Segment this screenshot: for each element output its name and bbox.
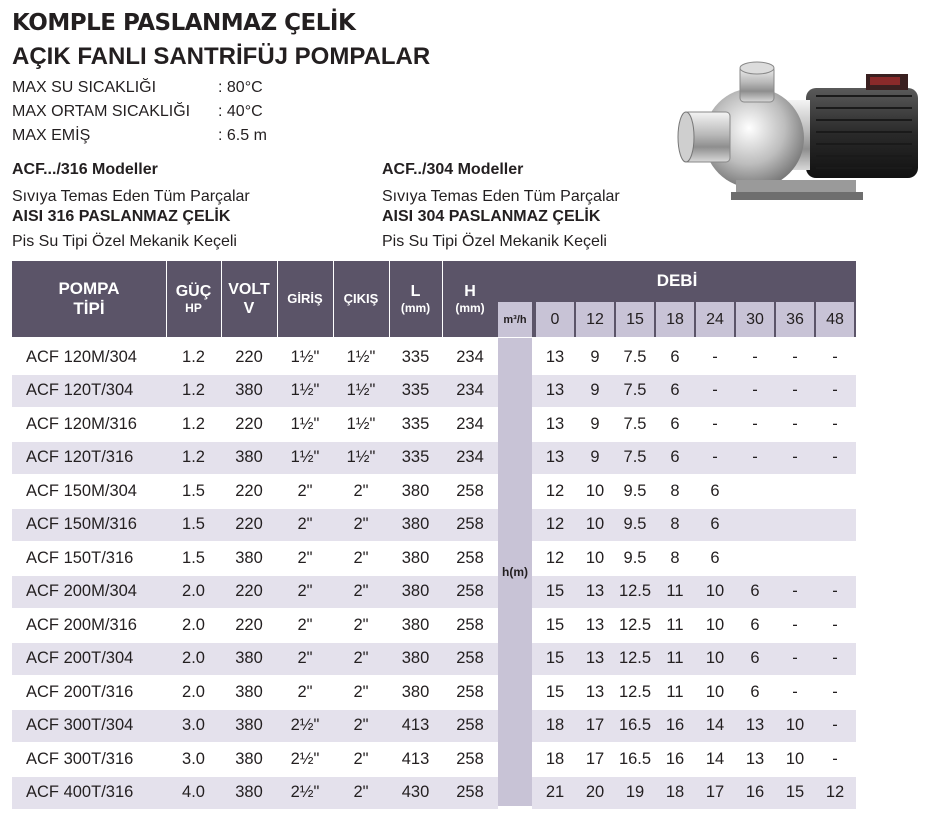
cell-giris: 1½" [290, 414, 320, 433]
table-row [12, 643, 856, 675]
cell-head-value: 9.5 [623, 515, 647, 533]
cell-l: 380 [401, 548, 430, 567]
flow-header: 30 [746, 310, 764, 328]
cell-guc: 1.2 [182, 414, 205, 433]
cell-h: 234 [456, 347, 484, 366]
cell-h: 258 [456, 749, 484, 768]
debi-title: DEBİ [656, 271, 698, 290]
cell-h: 234 [456, 381, 484, 399]
cell-cikis: 2" [353, 582, 369, 600]
cell-tip: ACF 120M/304 [26, 347, 137, 366]
cell-giris: 2" [297, 615, 313, 634]
cell-giris: 2" [297, 582, 313, 600]
cell-head-value [736, 542, 774, 574]
cell-head-value: 10 [705, 649, 725, 667]
cell-l: 335 [401, 448, 430, 466]
header-volt [221, 261, 277, 337]
cell-cikis: 2" [353, 749, 369, 768]
cell-head-value: - [752, 381, 758, 399]
cell-head-value: 12 [545, 481, 565, 500]
page-subtitle: AÇIK FANLI SANTRİFÜJ POMPALAR [12, 43, 431, 70]
cell-tip: ACF 150M/304 [26, 481, 137, 500]
cell-cikis: 1½" [346, 347, 376, 366]
cell-head-value: 10 [585, 515, 605, 533]
cell-head-value: 12.5 [618, 615, 652, 634]
model-seal-316: Pis Su Tipi Özel Mekanik Keçeli [12, 233, 237, 250]
cell-tip: ACF 400T/316 [26, 783, 134, 801]
cell-giris: 1½" [290, 381, 320, 399]
cell-head-value: - [712, 414, 718, 433]
cell-h: 258 [456, 481, 484, 500]
header-volt-line1: VOLT [228, 280, 270, 298]
cell-head-value [776, 542, 814, 574]
cell-head-value: - [832, 682, 838, 701]
cell-h: 234 [456, 414, 484, 433]
cell-cikis: 2" [353, 548, 369, 567]
header-pompa-line2: TİPİ [73, 299, 105, 318]
cell-l: 335 [401, 414, 430, 433]
cell-head-value: - [752, 347, 758, 366]
table-row [12, 743, 856, 775]
cell-head-value: 6 [670, 347, 680, 366]
cell-head-value: 14 [705, 749, 725, 768]
flow-header: 15 [626, 310, 644, 328]
cell-head-value: 16 [745, 783, 765, 801]
cell-head-value [736, 509, 774, 541]
cell-volt: 220 [235, 347, 263, 366]
flow-header: 48 [826, 310, 844, 328]
cell-head-value [816, 475, 854, 507]
cell-guc: 1.5 [182, 548, 205, 567]
cell-guc: 2.0 [182, 682, 205, 701]
centrifugal-pump-photo [676, 60, 926, 215]
cell-head-value: 6 [710, 515, 720, 533]
cell-head-value: 18 [545, 749, 565, 768]
cell-h: 258 [456, 582, 484, 600]
cell-tip: ACF 200T/304 [26, 649, 134, 667]
cell-guc: 1.5 [182, 481, 205, 500]
cell-h: 234 [456, 448, 484, 466]
table-row [12, 710, 856, 742]
cell-head-value: 17 [705, 783, 725, 801]
cell-head-value: 10 [705, 615, 725, 634]
cell-volt: 380 [235, 548, 263, 567]
spec-row [12, 127, 267, 145]
cell-head-value: - [792, 649, 798, 667]
cell-volt: 380 [235, 448, 263, 466]
cell-head-value: 13 [545, 448, 565, 466]
cell-tip: ACF 120T/316 [26, 448, 134, 466]
cell-head-value: 8 [670, 481, 680, 500]
cell-cikis: 2" [353, 615, 369, 634]
cell-head-value: 17 [585, 749, 605, 768]
cell-head-value: 13 [585, 682, 605, 701]
cell-head-value: 15 [545, 615, 565, 634]
cell-head-value: - [712, 381, 718, 399]
cell-head-value: 10 [585, 481, 605, 500]
table-row [12, 777, 856, 809]
header-cikis [333, 261, 389, 337]
cell-head-value: 13 [585, 615, 605, 634]
cell-head-value: - [832, 381, 838, 399]
cell-volt: 380 [235, 783, 263, 801]
cell-head-value: - [832, 448, 838, 466]
head-unit-column: h(m) [498, 338, 532, 806]
header-h-unit: (mm) [455, 301, 485, 316]
spec-label: MAX EMİŞ [12, 127, 91, 144]
cell-head-value [776, 509, 814, 541]
model-material-316: AISI 316 PASLANMAZ ÇELİK [12, 208, 231, 225]
cell-head-value: 11 [666, 682, 684, 701]
cell-head-value: 21 [545, 783, 565, 801]
model-heading-304: ACF../304 Modeller [382, 161, 524, 178]
cell-head-value: - [832, 749, 838, 768]
cell-head-value: 15 [785, 783, 805, 801]
cell-head-value: - [832, 716, 838, 734]
cell-l: 413 [401, 749, 430, 768]
header-guc-line1: GÜÇ [175, 283, 212, 301]
cell-cikis: 2" [353, 481, 369, 500]
header-divider [221, 261, 222, 337]
cell-head-value: 10 [585, 548, 605, 567]
spec-value: : 80°C [218, 79, 263, 96]
header-giris [277, 261, 333, 337]
cell-giris: 1½" [290, 347, 320, 366]
cell-head-value: 6 [670, 381, 680, 399]
cell-l: 380 [401, 481, 430, 500]
cell-l: 335 [401, 381, 430, 399]
header-cikis-label: ÇIKIŞ [343, 291, 379, 307]
cell-head-value: 13 [745, 749, 765, 768]
cell-head-value: 6 [710, 548, 720, 567]
cell-guc: 1.5 [182, 515, 205, 533]
spec-row [12, 103, 263, 121]
cell-giris: 2½" [290, 716, 320, 734]
cell-cikis: 2" [353, 682, 369, 701]
cell-tip: ACF 300T/316 [26, 749, 134, 768]
page-title: KOMPLE PASLANMAZ ÇELİK [12, 10, 356, 36]
cell-head-value: 18 [545, 716, 565, 734]
header-pompa-line1: POMPA [58, 278, 120, 298]
cell-head-value: 9.5 [623, 548, 647, 567]
header-giris-label: GİRİŞ [287, 291, 323, 307]
cell-head-value: 7.5 [623, 347, 647, 366]
cell-head-value: 12.5 [618, 582, 652, 600]
cell-head-value: 6 [750, 682, 760, 701]
cell-head-value [776, 475, 814, 507]
cell-tip: ACF 300T/304 [26, 716, 134, 734]
cell-head-value: 6 [670, 448, 680, 466]
spec-value: : 40°C [218, 103, 263, 120]
cell-cikis: 1½" [346, 448, 376, 466]
cell-head-value: - [792, 615, 798, 634]
cell-h: 258 [456, 615, 484, 634]
table-row [12, 442, 856, 474]
cell-head-value: 11 [666, 649, 684, 667]
header-volt-unit: V [243, 300, 255, 317]
cell-head-value: 10 [705, 582, 725, 600]
flow-header: 18 [666, 310, 684, 328]
cell-head-value: 10 [705, 682, 725, 701]
cell-l: 335 [401, 347, 430, 366]
header-h-line1: H [464, 283, 476, 301]
cell-giris: 2" [297, 481, 313, 500]
cell-head-value: - [792, 448, 798, 466]
cell-head-value: 9 [590, 448, 600, 466]
cell-head-value: 12.5 [618, 649, 652, 667]
cell-h: 258 [456, 682, 484, 701]
spec-row [12, 79, 263, 97]
cell-head-value: - [752, 414, 758, 433]
cell-head-value: - [792, 582, 798, 600]
cell-head-value: 7.5 [623, 381, 647, 399]
cell-tip: ACF 200M/316 [26, 615, 137, 634]
cell-giris: 2" [297, 548, 313, 567]
cell-head-value: 8 [670, 548, 680, 567]
cell-l: 430 [401, 783, 430, 801]
table-row [12, 576, 856, 608]
cell-h: 258 [456, 783, 484, 801]
cell-head-value: 13 [545, 414, 565, 433]
cell-giris: 2" [297, 649, 313, 667]
cell-volt: 220 [235, 615, 263, 634]
cell-head-value: - [792, 682, 798, 701]
cell-l: 380 [401, 649, 430, 667]
flow-header: 0 [550, 310, 560, 328]
table-row [12, 375, 856, 407]
cell-head-value: 6 [750, 615, 760, 634]
cell-cikis: 2" [353, 716, 369, 734]
cell-giris: 2½" [290, 749, 320, 768]
cell-head-value: 12 [825, 783, 845, 801]
cell-head-value: 14 [705, 716, 725, 734]
cell-head-value: 6 [710, 481, 720, 500]
spec-label: MAX SU SICAKLIĞI [12, 79, 157, 96]
cell-head-value: - [832, 414, 838, 433]
cell-volt: 220 [235, 582, 263, 600]
table-row [12, 542, 856, 574]
header-guc-unit: HP [185, 301, 202, 316]
cell-head-value: 8 [670, 515, 680, 533]
cell-head-value: 10 [785, 749, 805, 768]
cell-head-value: 13 [585, 649, 605, 667]
cell-head-value: 13 [545, 347, 565, 366]
header-divider [166, 261, 167, 337]
table-row [12, 341, 856, 373]
cell-guc: 1.2 [182, 381, 205, 399]
cell-guc: 1.2 [182, 448, 205, 466]
header-divider [442, 261, 443, 337]
cell-head-value: 15 [545, 649, 565, 667]
cell-head-value: 16.5 [618, 749, 652, 768]
cell-tip: ACF 120T/304 [26, 381, 134, 399]
cell-head-value: - [832, 347, 838, 366]
header-l-line1: L [410, 283, 421, 301]
cell-head-value: - [832, 582, 838, 600]
cell-guc: 4.0 [182, 783, 205, 801]
header-divider [389, 261, 390, 337]
cell-head-value: 13 [585, 582, 605, 600]
model-heading-316: ACF.../316 Modeller [12, 161, 158, 178]
cell-volt: 380 [235, 716, 263, 734]
table-row [12, 509, 856, 541]
cell-head-value: 13 [545, 381, 565, 399]
cell-head-value: 12 [545, 548, 565, 567]
cell-head-value: 18 [665, 783, 685, 801]
cell-head-value: 9.5 [623, 481, 647, 500]
cell-h: 258 [456, 649, 484, 667]
header-divider [277, 261, 278, 337]
cell-head-value: - [712, 347, 718, 366]
cell-guc: 1.2 [182, 347, 205, 366]
cell-volt: 380 [235, 381, 263, 399]
cell-l: 380 [401, 615, 430, 634]
cell-head-value: 15 [545, 582, 565, 600]
flow-header: 12 [586, 310, 604, 328]
cell-h: 258 [456, 716, 484, 734]
table-row [12, 676, 856, 708]
cell-l: 413 [401, 716, 430, 734]
flow-header: 36 [786, 310, 804, 328]
cell-tip: ACF 200T/316 [26, 682, 134, 701]
model-desc-316: Sıvıya Temas Eden Tüm Parçalar [12, 188, 250, 205]
cell-head-value [816, 509, 854, 541]
header-divider [333, 261, 334, 337]
cell-h: 258 [456, 548, 484, 567]
cell-tip: ACF 150M/316 [26, 515, 137, 533]
cell-head-value: 9 [590, 381, 600, 399]
cell-head-value: 12 [545, 515, 565, 533]
cell-giris: 2" [297, 515, 313, 533]
cell-guc: 2.0 [182, 582, 205, 600]
cell-volt: 220 [235, 414, 263, 433]
cell-l: 380 [401, 682, 430, 701]
cell-head-value: - [752, 448, 758, 466]
cell-volt: 380 [235, 749, 263, 768]
table-row [12, 475, 856, 507]
cell-head-value: 13 [745, 716, 765, 734]
cell-head-value: - [832, 615, 838, 634]
model-material-304: AISI 304 PASLANMAZ ÇELİK [382, 208, 601, 225]
cell-head-value: 7.5 [623, 448, 647, 466]
cell-head-value: 20 [585, 783, 605, 801]
cell-head-value [816, 542, 854, 574]
cell-giris: 2½" [290, 783, 320, 801]
cell-giris: 2" [297, 682, 313, 701]
cell-guc: 2.0 [182, 649, 205, 667]
model-seal-304: Pis Su Tipi Özel Mekanik Keçeli [382, 233, 607, 250]
header-guc [166, 261, 221, 337]
cell-head-value: - [712, 448, 718, 466]
cell-l: 380 [401, 515, 430, 533]
cell-cikis: 1½" [346, 414, 376, 433]
cell-head-value: 6 [750, 582, 760, 600]
cell-head-value: 16.5 [618, 716, 652, 734]
cell-head-value [736, 475, 774, 507]
cell-head-value: 10 [785, 716, 805, 734]
cell-head-value: 11 [666, 615, 684, 634]
cell-guc: 3.0 [182, 716, 205, 734]
cell-tip: ACF 120M/316 [26, 414, 137, 433]
unit-label: m³/h [503, 313, 527, 326]
header-l-unit: (mm) [400, 301, 431, 316]
cell-cikis: 2" [353, 649, 369, 667]
cell-volt: 220 [235, 515, 263, 533]
cell-giris: 1½" [290, 448, 320, 466]
cell-volt: 220 [235, 481, 263, 500]
flow-header: 24 [706, 310, 724, 328]
cell-volt: 380 [235, 682, 263, 701]
cell-volt: 380 [235, 649, 263, 667]
header-l [389, 261, 442, 337]
cell-head-value: - [792, 414, 798, 433]
cell-head-value: 12.5 [618, 682, 652, 701]
cell-cikis: 1½" [346, 381, 376, 399]
cell-cikis: 2" [353, 783, 369, 801]
cell-tip: ACF 150T/316 [26, 548, 134, 567]
cell-head-value: - [832, 649, 838, 667]
cell-guc: 3.0 [182, 749, 205, 768]
header-h [442, 261, 498, 337]
cell-head-value: 19 [625, 783, 645, 801]
cell-head-value: 17 [585, 716, 605, 734]
cell-head-value: 6 [750, 649, 760, 667]
spec-label: MAX ORTAM SICAKLIĞI [12, 103, 191, 120]
table-row [12, 408, 856, 440]
cell-head-value: 16 [665, 716, 685, 734]
cell-head-value: 7.5 [623, 414, 647, 433]
cell-head-value: - [792, 347, 798, 366]
cell-head-value: 16 [665, 749, 685, 768]
cell-l: 380 [401, 582, 430, 600]
cell-guc: 2.0 [182, 615, 205, 634]
cell-h: 258 [456, 515, 484, 533]
table-row [12, 609, 856, 641]
cell-head-value: 6 [670, 414, 680, 433]
cell-head-value: 11 [666, 582, 684, 600]
cell-head-value: 9 [590, 414, 600, 433]
model-desc-304: Sıvıya Temas Eden Tüm Parçalar [382, 188, 620, 205]
cell-cikis: 2" [353, 515, 369, 533]
cell-head-value: 9 [590, 347, 600, 366]
cell-tip: ACF 200M/304 [26, 582, 137, 600]
header-pompa-tipi [12, 261, 166, 337]
cell-head-value: - [792, 381, 798, 399]
spec-value: : 6.5 m [218, 127, 267, 144]
cell-head-value: 15 [545, 682, 565, 701]
